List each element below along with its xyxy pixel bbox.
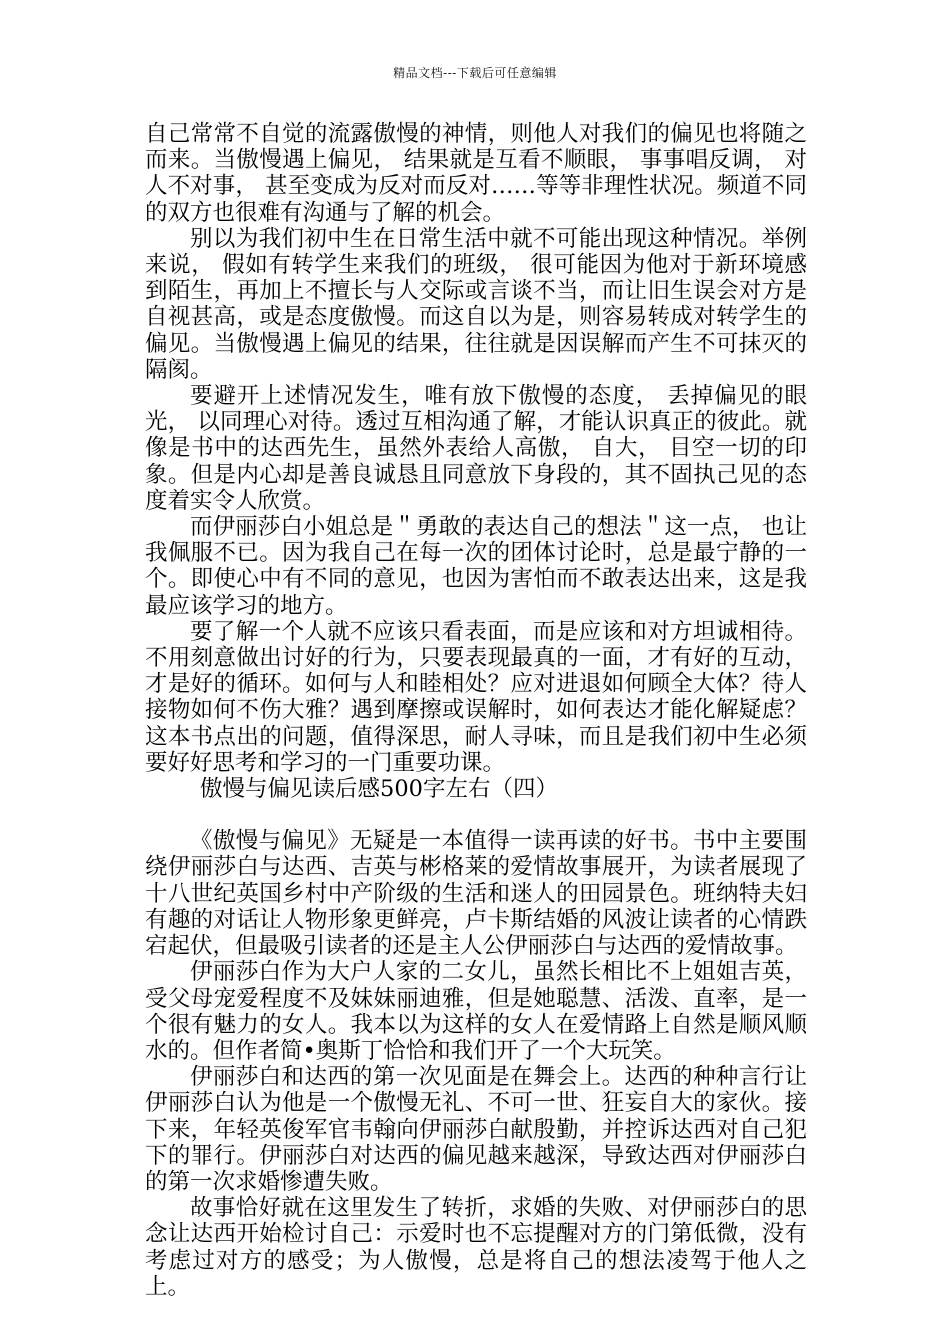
document-body [145, 121, 807, 1300]
paragraph-6: 《傲慢与偏见》无疑是一本值得一读再读的好书。书中主要围绕伊丽莎白与达西、吉英与彬格莱的爱情故事展开，为读者展现了十八世纪英国乡村中产阶级的生活和迷人的田园景色。班纳特夫妇有趣的对话让人物形象更鲜亮，卢卡斯结婚的风波让读者的心情跌宕起伏，但最吸引读者的还是主人公伊丽莎白与达西的爱情故事。 [145, 828, 807, 960]
blank-line [145, 802, 807, 828]
paragraph-8: 伊丽莎白和达西的第一次见面是在舞会上。达西的种种言行让伊丽莎白认为他是一个傲慢无礼、不可一世、狂妄自大的家伙。接下来，年轻英俊军官韦翰向伊丽莎白献殷勤，并控诉达西对自己犯下的罪行。伊丽莎白对达西的偏见越来越深，导致达西对伊丽莎白的第一次求婚惨遭失败。 [145, 1064, 807, 1195]
paragraph-7: 伊丽莎白作为大户人家的二女儿，虽然长相比不上姐姐吉英，受父母宠爱程度不及妹妹丽迪雅，但是她聪慧、活泼、直率，是一个很有魅力的女人。我本以为这样的女人在爱情路上自然是顺风顺水的。但作者简•奥斯丁恰恰和我们开了一个大玩笑。 [145, 959, 807, 1064]
paragraph-2: 别以为我们初中生在日常生活中就不可能出现这种情况。举例来说， 假如有转学生来我们的班级， 很可能因为他对于新环境感到陌生，再加上不擅长与人交际或言谈不当，而让旧生误会对方是自视甚高，或是态度傲慢。而这自以为是，则容易转成对转学生的偏见。当傲慢遇上偏见的结果，往往就是因误解而产生不可抹灭的隔阂。 [145, 225, 807, 383]
paragraph-5: 要了解一个人就不应该只看表面，而是应该和对方坦诚相待。不用刻意做出讨好的行为，只要表现最真的一面，才有好的互动，才是好的循环。如何与人和睦相处？应对进退如何顾全大体？待人接物如何不伤大雅？遇到摩擦或误解时，如何表达才能化解疑虑？这本书点出的问题，值得深思，耐人寻味，而且是我们初中生必须要好好思考和学习的一门重要功课。 [145, 618, 807, 776]
paragraph-4: 而伊丽莎白小姐总是＂勇敢的表达自己的想法＂这一点， 也让我佩服不已。因为我自己在每一次的团体讨论时，总是最宁静的一个。即使心中有不同的意见，也因为害怕而不敢表达出来，这是我最应该学习的地方。 [145, 514, 807, 619]
section-title: 傲慢与偏见读后感500字左右（四） [200, 776, 558, 803]
paragraph-3: 要避开上述情况发生，唯有放下傲慢的态度， 丢掉偏见的眼光， 以同理心对待。透过互相沟通了解，才能认识真正的彼此。就像是书中的达西先生，虽然外表给人高傲， 自大， 目空一切的印象。但是内心却是善良诚恳且同意放下身段的，其不固执己见的态度着实令人欣赏。 [145, 383, 807, 514]
paragraph-1: 自己常常不自觉的流露傲慢的神情，则他人对我们的偏见也将随之而来。当傲慢遇上偏见， 结果就是互看不顺眼， 事事唱反调， 对人不对事， 甚至变成为反对而反对……等等非理性状况。频道不同的双方也很难有沟通与了解的机会。 [145, 121, 807, 226]
paragraph-9: 故事恰好就在这里发生了转折，求婚的失败、对伊丽莎白的思念让达西开始检讨自己：示爱时也不忘提醒对方的门第低微，没有考虑过对方的感受；为人傲慢，总是将自己的想法凌驾于他人之上。 [145, 1195, 807, 1300]
page-header: 精品文档---下载后可任意编辑 [393, 66, 557, 80]
